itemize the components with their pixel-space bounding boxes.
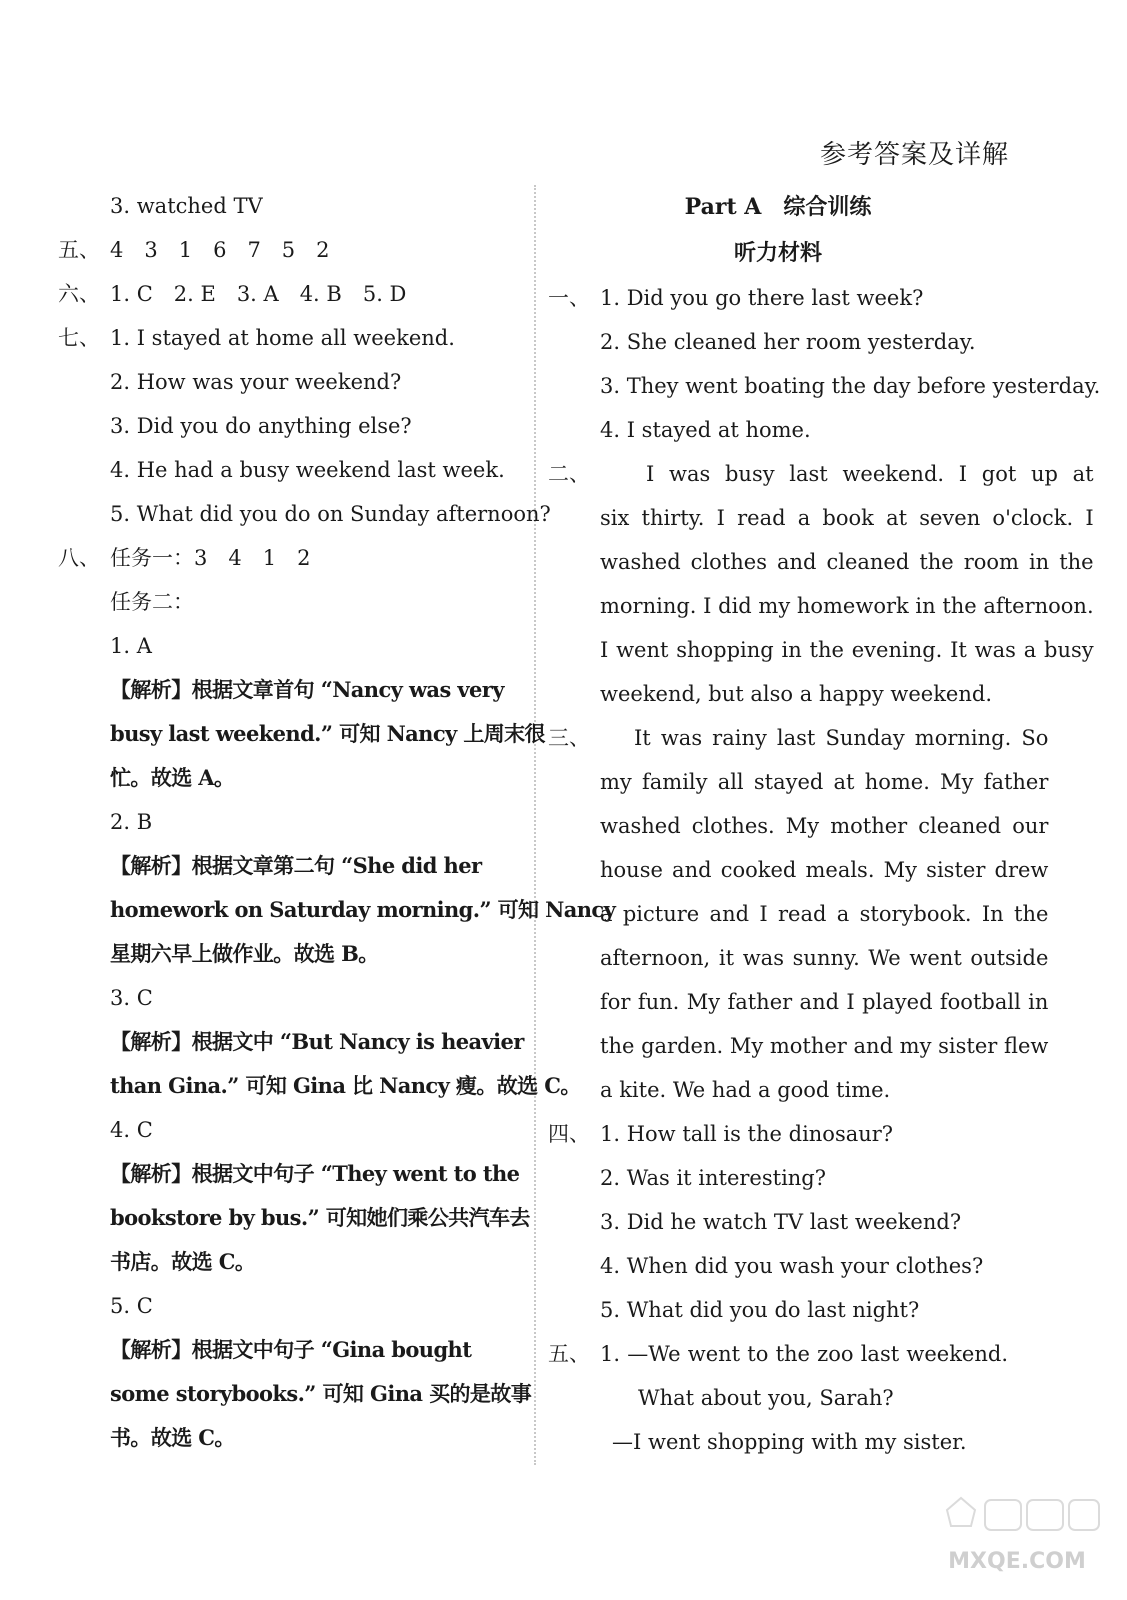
transcript-line: What about you, Sarah?: [638, 1386, 894, 1410]
section-title: Part A 综合训练: [684, 194, 872, 220]
section-yi: [548, 276, 1008, 320]
passage-line: afternoon, it was sunny. We went outside: [600, 946, 1049, 970]
passage-line: the garden. My mother and my sister flew: [600, 1034, 1049, 1058]
explanation: [58, 668, 545, 800]
passage: [600, 452, 1094, 716]
watermark-logo: [927, 1490, 1107, 1580]
section-wu: [58, 228, 528, 272]
section-answers: 1. C 2. E 3. A 4. B 5. D: [110, 282, 407, 306]
transcript-line: 4. I stayed at home.: [600, 418, 811, 442]
transcript-line: 2. She cleaned her room yesterday.: [600, 330, 976, 354]
explanation-line: bookstore by bus.” 可知她们乘公共汽车去: [110, 1205, 530, 1230]
transcript-line: —I went shopping with my sister.: [612, 1430, 967, 1454]
right-column: [548, 184, 1101, 1464]
task-one: 任务一：3 4 1 2: [110, 546, 311, 570]
section-marker: 二、: [548, 462, 590, 486]
watermark-text: MXQE.COM: [948, 1549, 1086, 1574]
passage-line: my family all stayed at home. My father: [600, 770, 1049, 794]
section-marker: 七、: [58, 326, 100, 350]
section-wu: [548, 1332, 1008, 1376]
answer-line: 4. He had a busy weekend last week.: [110, 458, 505, 482]
section-subtitle: 听力材料: [733, 240, 822, 266]
answer-line: 3. watched TV: [110, 194, 263, 218]
answer-line: 5. What did you do on Sunday afternoon?: [110, 502, 551, 526]
explanation: [58, 1152, 528, 1284]
answer-line: 2. B: [110, 810, 153, 834]
section-si: [548, 1112, 1008, 1156]
explanation: [58, 844, 616, 976]
section-ba: [58, 536, 528, 580]
explanation-line: 书。故选 C。: [110, 1425, 235, 1450]
section-answers: 4 3 1 6 7 5 2: [110, 238, 330, 262]
passage-line: house and cooked meals. My sister drew: [600, 858, 1049, 882]
page-header: 参考答案及详解: [819, 140, 1009, 170]
transcript-line: 2. Was it interesting?: [600, 1166, 827, 1190]
column-divider: [534, 185, 536, 1465]
section-liu: [58, 272, 528, 316]
explanation-line: 【解析】根据文中句子 “They went to the: [110, 1161, 520, 1186]
passage-line: six thirty. I read a book at seven o'clock. I: [600, 506, 1094, 530]
explanation-line: 忙。故选 A。: [110, 765, 235, 790]
explanation-line: 书店。故选 C。: [110, 1249, 256, 1274]
section-er: [548, 452, 1094, 716]
transcript-line: 5. What did you do last night?: [600, 1298, 920, 1322]
transcript-line: 4. When did you wash your clothes?: [600, 1254, 984, 1278]
section-marker: 五、: [58, 238, 100, 262]
explanation-line: 【解析】根据文章首句 “Nancy was very: [110, 677, 504, 702]
explanation-line: busy last weekend.” 可知 Nancy 上周末很: [110, 721, 545, 746]
passage-line: weekend, but also a happy weekend.: [600, 682, 993, 706]
passage-line: morning. I did my homework in the afternoon.: [600, 594, 1094, 618]
passage-line: a picture and I read a storybook. In the: [600, 902, 1049, 926]
task-two: 任务二：: [110, 590, 194, 614]
answer-line: 1. I stayed at home all weekend.: [110, 326, 455, 350]
explanation-line: 【解析】根据文中 “But Nancy is heavier: [110, 1029, 524, 1054]
passage-line: for fun. My father and I played football in: [600, 990, 1049, 1014]
section-marker: 四、: [548, 1122, 590, 1146]
transcript-line: 1. How tall is the dinosaur?: [600, 1122, 894, 1146]
answer-line: 3. Did you do anything else?: [110, 414, 412, 438]
passage-line: I went shopping in the evening. It was a busy: [600, 638, 1094, 662]
passage-line: It was rainy last Sunday morning. So: [634, 726, 1049, 750]
section-san: [548, 716, 1049, 1112]
section-marker: 三、: [548, 726, 590, 750]
transcript-line: 3. Did he watch TV last weekend?: [600, 1210, 962, 1234]
answer-line: 1. A: [110, 634, 152, 658]
explanation-line: 【解析】根据文中句子 “Gina bought: [110, 1337, 472, 1362]
explanation-line: homework on Saturday morning.” 可知 Nancy: [110, 897, 616, 922]
explanation-line: than Gina.” 可知 Gina 比 Nancy 瘦。故选 C。: [110, 1073, 581, 1098]
passage-line: I was busy last weekend. I got up at: [646, 462, 1094, 486]
explanation: [58, 1020, 581, 1108]
section-qi: [58, 316, 528, 360]
explanation-line: 【解析】根据文章第二句 “She did her: [110, 853, 482, 878]
answer-line: 3. C: [110, 986, 153, 1010]
transcript-line: 1. Did you go there last week?: [600, 286, 924, 310]
left-column: [58, 184, 616, 1460]
answer-line: 4. C: [110, 1118, 153, 1142]
transcript-line: 3. They went boating the day before yesterday.: [600, 374, 1101, 398]
passage: [600, 716, 1048, 1112]
explanation-line: 星期六早上做作业。故选 B。: [110, 941, 379, 966]
section-marker: 五、: [548, 1342, 590, 1366]
passage-line: a kite. We had a good time.: [600, 1078, 891, 1102]
section-marker: 八、: [58, 546, 100, 570]
transcript-line: 1. —We went to the zoo last weekend.: [600, 1342, 1008, 1366]
passage-line: washed clothes and cleaned the room in the: [600, 550, 1094, 574]
answer-line: 2. How was your weekend?: [110, 370, 402, 394]
explanation: [58, 1328, 532, 1460]
section-marker: 六、: [58, 282, 100, 306]
passage-line: washed clothes. My mother cleaned our: [600, 814, 1049, 838]
section-marker: 一、: [548, 286, 590, 310]
explanation-line: some storybooks.” 可知 Gina 买的是故事: [110, 1381, 532, 1406]
answer-line: 5. C: [110, 1294, 153, 1318]
